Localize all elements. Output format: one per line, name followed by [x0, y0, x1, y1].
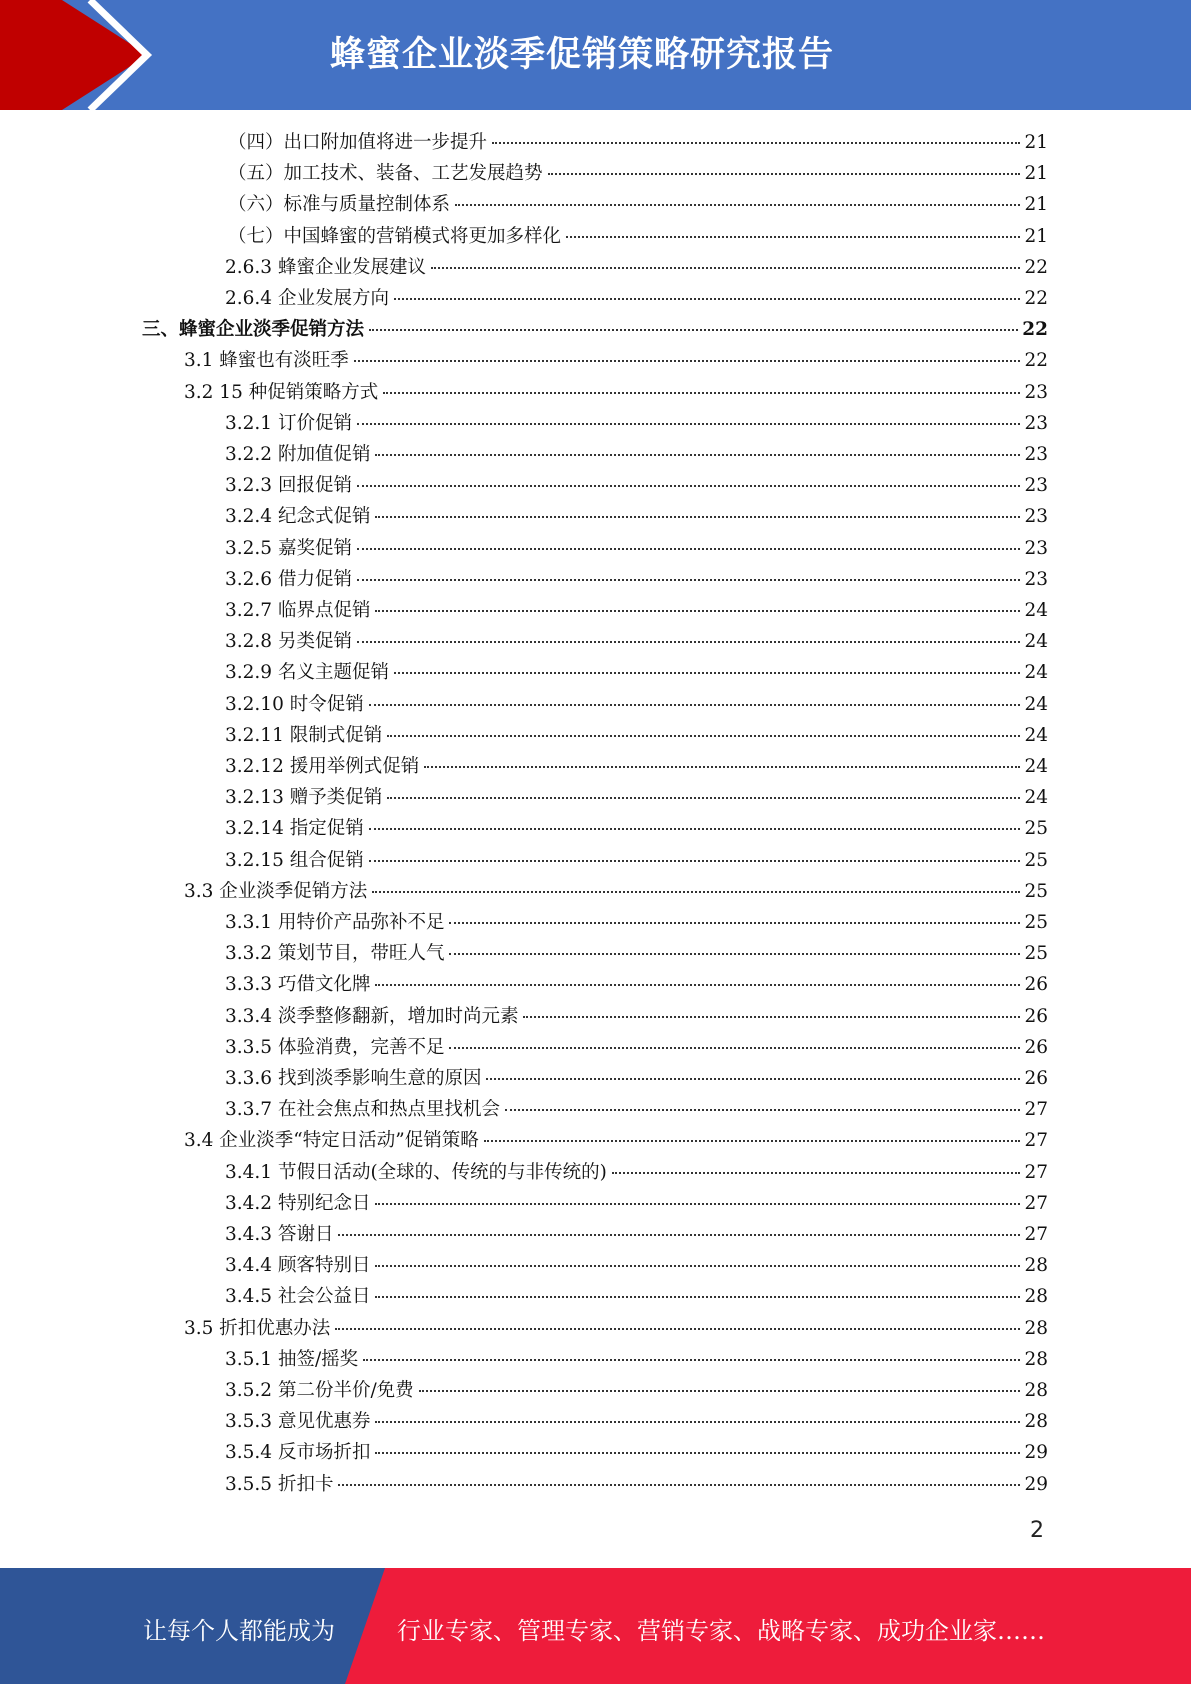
toc-dot-leader — [449, 1047, 1020, 1049]
toc-dot-leader — [431, 267, 1020, 269]
page-header — [0, 0, 1191, 110]
toc-dot-leader — [369, 704, 1021, 706]
toc-entry-title: 3.3.1 用特价产品弥补不足 — [225, 912, 445, 933]
toc-dot-leader — [369, 860, 1021, 862]
toc-entry[interactable] — [184, 877, 1048, 907]
toc-entry[interactable] — [184, 1126, 1048, 1156]
toc-entry-page: 22 — [1024, 288, 1048, 309]
toc-entry-page: 25 — [1024, 818, 1048, 840]
toc-entry-title: 3.3 企业淡季促销方法 — [184, 880, 368, 902]
toc-entry-title: 3.2.14 指定促销 — [225, 818, 364, 840]
toc-entry-title: 3.2.10 时令促销 — [225, 693, 364, 715]
toc-dot-leader — [523, 1016, 1020, 1018]
toc-entry-title: 3.4.4 顾客特别日 — [225, 1255, 371, 1277]
toc-entry[interactable] — [225, 284, 1048, 314]
toc-dot-leader — [357, 423, 1021, 425]
toc-entry[interactable] — [184, 1314, 1048, 1344]
toc-entry[interactable] — [225, 908, 1048, 938]
toc-entry-title: 3.2.1 订价促销 — [225, 412, 352, 434]
toc-entry-page: 22 — [1022, 319, 1048, 341]
toc-dot-leader — [375, 1421, 1020, 1423]
toc-entry[interactable] — [225, 1189, 1048, 1219]
toc-entry-page: 24 — [1024, 787, 1048, 809]
toc-entry-title: 3.3.3 巧借文化牌 — [225, 974, 371, 996]
toc-entry-title: 3.2.3 回报促销 — [225, 475, 352, 497]
toc-dot-leader — [505, 1109, 1020, 1111]
toc-entry-title: 3.2.5 嘉奖促销 — [225, 537, 352, 559]
toc-entry-page: 24 — [1024, 600, 1048, 621]
toc-entry[interactable] — [225, 1002, 1048, 1032]
toc-entry-title: 3.2.12 援用举例式促销 — [225, 756, 420, 777]
toc-entry-title: 3.4.5 社会公益日 — [225, 1286, 371, 1308]
toc-entry-page: 25 — [1024, 880, 1048, 902]
toc-entry-title: （四）出口附加值将进一步提升 — [228, 132, 488, 153]
toc-entry[interactable] — [225, 658, 1048, 688]
toc-entry[interactable] — [225, 1064, 1048, 1094]
toc-dot-leader — [363, 1359, 1020, 1361]
toc-entry-title: （七）中国蜂蜜的营销模式将更加多样化 — [228, 225, 562, 247]
toc-entry-title: （六）标准与质量控制体系 — [228, 194, 451, 216]
footer-slogan-right: 行业专家、管理专家、营销专家、战略专家、成功企业家…… — [397, 1617, 1045, 1645]
toc-dot-leader — [354, 360, 1021, 362]
toc-entry[interactable] — [142, 315, 1048, 345]
toc-entry[interactable] — [225, 502, 1048, 532]
toc-entry-title: 3.2.9 名义主题促销 — [225, 662, 389, 684]
toc-entry-page: 27 — [1024, 1192, 1048, 1214]
toc-entry-page: 23 — [1024, 568, 1048, 590]
toc-entry-page: 21 — [1024, 225, 1048, 247]
toc-entry[interactable] — [225, 409, 1048, 439]
toc-entry-page: 23 — [1024, 412, 1048, 434]
toc-entry-title: 2.6.3 蜂蜜企业发展建议 — [225, 256, 426, 278]
toc-entry-page: 26 — [1024, 1036, 1048, 1058]
toc-entry-page: 28 — [1024, 1380, 1048, 1401]
toc-dot-leader — [357, 579, 1021, 581]
toc-dot-leader — [484, 1140, 1021, 1142]
toc-entry-page: 26 — [1024, 1068, 1048, 1089]
toc-entry[interactable] — [225, 939, 1048, 969]
toc-dot-leader — [372, 891, 1020, 893]
toc-entry[interactable] — [225, 1470, 1048, 1500]
toc-entry-page: 22 — [1024, 256, 1048, 278]
toc-entry-page: 27 — [1024, 1161, 1048, 1183]
toc-entry-title: 3.5.5 折扣卡 — [225, 1473, 334, 1495]
toc-entry[interactable] — [225, 814, 1048, 844]
toc-entry[interactable] — [184, 346, 1048, 376]
toc-entry[interactable] — [225, 1251, 1048, 1281]
toc-dot-leader — [375, 1452, 1020, 1454]
toc-entry[interactable] — [225, 565, 1048, 595]
toc-entry-page: 28 — [1024, 1411, 1048, 1433]
toc-dot-leader — [369, 329, 1018, 331]
toc-dot-leader — [369, 828, 1021, 830]
toc-entry[interactable] — [225, 970, 1048, 1000]
toc-dot-leader — [335, 1328, 1020, 1330]
toc-entry-page: 24 — [1024, 724, 1048, 746]
toc-entry[interactable] — [228, 128, 1048, 158]
toc-entry-page: 26 — [1024, 974, 1048, 996]
toc-entry[interactable] — [225, 1345, 1048, 1375]
toc-dot-leader — [375, 984, 1020, 986]
toc-entry[interactable] — [225, 253, 1048, 283]
toc-entry-title: （五）加工技术、装备、工艺发展趋势 — [228, 163, 543, 185]
toc-entry[interactable] — [225, 721, 1048, 751]
toc-entry[interactable] — [225, 1282, 1048, 1312]
toc-entry[interactable] — [225, 627, 1048, 657]
toc-entry-page: 25 — [1024, 912, 1048, 933]
toc-entry-page: 23 — [1024, 381, 1048, 403]
toc-entry-page: 29 — [1024, 1473, 1048, 1495]
toc-dot-leader — [394, 672, 1020, 674]
toc-entry-page: 24 — [1024, 693, 1048, 715]
toc-entry-title: 3.2.15 组合促销 — [225, 849, 364, 871]
toc-entry-page: 23 — [1024, 537, 1048, 559]
toc-entry-title: 3.4 企业淡季“特定日活动”促销策略 — [184, 1130, 479, 1152]
toc-entry-title: 3.4.3 答谢日 — [225, 1224, 334, 1245]
toc-entry-page: 27 — [1024, 1099, 1048, 1121]
toc-entry[interactable] — [225, 1158, 1048, 1188]
toc-entry-title: 3.2.2 附加值促销 — [225, 444, 371, 465]
toc-entry-page: 22 — [1024, 350, 1048, 372]
page-number: 2 — [1030, 1518, 1044, 1543]
toc-entry-page: 21 — [1024, 194, 1048, 216]
toc-entry-page: 28 — [1024, 1317, 1048, 1339]
toc-entry-page: 24 — [1024, 662, 1048, 684]
toc-dot-leader — [375, 1265, 1020, 1267]
toc-entry-page: 24 — [1024, 631, 1048, 653]
toc-entry-page: 28 — [1024, 1348, 1048, 1370]
toc-dot-leader — [387, 735, 1020, 737]
toc-entry-page: 23 — [1024, 444, 1048, 465]
toc-entry-page: 23 — [1024, 475, 1048, 497]
toc-entry[interactable] — [228, 190, 1048, 220]
toc-entry-title: 3.2.6 借力促销 — [225, 568, 352, 590]
toc-entry-title: 3.2.4 纪念式促销 — [225, 506, 371, 528]
toc-entry-title: 3.3.2 策划节目，带旺人气 — [225, 943, 445, 965]
toc-dot-leader — [424, 766, 1020, 768]
toc-entry[interactable] — [228, 222, 1048, 252]
toc-dot-leader — [394, 298, 1020, 300]
toc-dot-leader — [387, 797, 1020, 799]
toc-entry-title: 2.6.4 企业发展方向 — [225, 288, 389, 309]
toc-entry-page: 21 — [1024, 132, 1048, 153]
toc-entry[interactable] — [225, 534, 1048, 564]
toc-entry-page: 21 — [1024, 163, 1048, 185]
toc-entry-page: 28 — [1024, 1286, 1048, 1308]
toc-dot-leader — [375, 454, 1020, 456]
toc-dot-leader — [375, 1203, 1020, 1205]
toc-entry-page: 29 — [1024, 1442, 1048, 1464]
document-title: 蜂蜜企业淡季促销策略研究报告 — [330, 35, 835, 75]
toc-entry[interactable] — [225, 783, 1048, 813]
toc-entry[interactable] — [225, 752, 1048, 782]
toc-entry[interactable] — [225, 471, 1048, 501]
toc-dot-leader — [375, 1296, 1020, 1298]
toc-entry-page: 25 — [1024, 943, 1048, 965]
toc-entry-title: 3.2 15 种促销策略方式 — [184, 381, 379, 403]
toc-dot-leader — [486, 1078, 1020, 1080]
toc-entry-title: 3.5.1 抽签/摇奖 — [225, 1348, 359, 1370]
page-footer — [0, 1568, 1191, 1684]
toc-dot-leader — [455, 204, 1020, 206]
toc-dot-leader — [449, 922, 1020, 924]
toc-entry-title: 3.4.2 特别纪念日 — [225, 1192, 371, 1214]
toc-entry-title: 3.2.13 赠予类促销 — [225, 787, 383, 809]
toc-entry-title: 3.4.1 节假日活动(全球的、传统的与非传统的) — [225, 1161, 607, 1183]
toc-entry[interactable] — [225, 1033, 1048, 1063]
toc-entry-page: 25 — [1024, 849, 1048, 871]
toc-entry[interactable] — [225, 440, 1048, 470]
toc-dot-leader — [357, 485, 1021, 487]
toc-entry[interactable] — [225, 1407, 1048, 1437]
toc-entry[interactable] — [225, 1095, 1048, 1125]
toc-entry-title: 3.3.5 体验消费，完善不足 — [225, 1036, 445, 1058]
toc-entry-page: 27 — [1024, 1130, 1048, 1152]
toc-dot-leader — [357, 641, 1021, 643]
toc-entry-page: 24 — [1024, 756, 1048, 777]
toc-dot-leader — [375, 610, 1020, 612]
toc-dot-leader — [419, 1390, 1021, 1392]
toc-entry-title: 3.3.6 找到淡季影响生意的原因 — [225, 1068, 482, 1089]
toc-dot-leader — [492, 142, 1020, 144]
header-red-chevron — [0, 0, 148, 110]
toc-entry-title: 三、蜂蜜企业淡季促销方法 — [142, 319, 365, 341]
toc-entry-title: 3.3.4 淡季整修翻新，增加时尚元素 — [225, 1005, 519, 1027]
toc-entry[interactable] — [225, 690, 1048, 720]
toc-entry[interactable] — [225, 1376, 1048, 1406]
toc-entry[interactable] — [184, 378, 1048, 408]
toc-entry-title: 3.2.7 临界点促销 — [225, 600, 371, 621]
toc-dot-leader — [375, 516, 1020, 518]
toc-entry-title: 3.5.2 第二份半价/免费 — [225, 1380, 414, 1401]
toc-entry-title: 3.5.4 反市场折扣 — [225, 1442, 371, 1464]
toc-entry-page: 28 — [1024, 1255, 1048, 1277]
toc-dot-leader — [548, 173, 1021, 175]
toc-entry-page: 23 — [1024, 506, 1048, 528]
toc-dot-leader — [449, 953, 1020, 955]
toc-entry[interactable] — [225, 846, 1048, 876]
toc-dot-leader — [383, 392, 1020, 394]
toc-entry-page: 26 — [1024, 1005, 1048, 1027]
toc-entry[interactable] — [225, 596, 1048, 626]
toc-dot-leader — [338, 1234, 1020, 1236]
toc-entry-page: 27 — [1024, 1224, 1048, 1245]
toc-entry-title: 3.5 折扣优惠办法 — [184, 1317, 331, 1339]
toc-entry-title: 3.5.3 意见优惠券 — [225, 1411, 371, 1433]
toc-entry[interactable] — [225, 1220, 1048, 1250]
toc-dot-leader — [566, 236, 1020, 238]
toc-dot-leader — [357, 548, 1021, 550]
toc-entry-title: 3.1 蜂蜜也有淡旺季 — [184, 350, 349, 372]
toc-dot-leader — [338, 1484, 1020, 1486]
toc-dot-leader — [612, 1172, 1021, 1174]
toc-entry[interactable] — [228, 159, 1048, 189]
toc-entry[interactable] — [225, 1438, 1048, 1468]
toc-entry-title: 3.2.8 另类促销 — [225, 631, 352, 653]
toc-entry-title: 3.2.11 限制式促销 — [225, 724, 383, 746]
footer-slogan-left: 让每个人都能成为 — [143, 1617, 335, 1645]
toc-entry-title: 3.3.7 在社会焦点和热点里找机会 — [225, 1099, 500, 1121]
